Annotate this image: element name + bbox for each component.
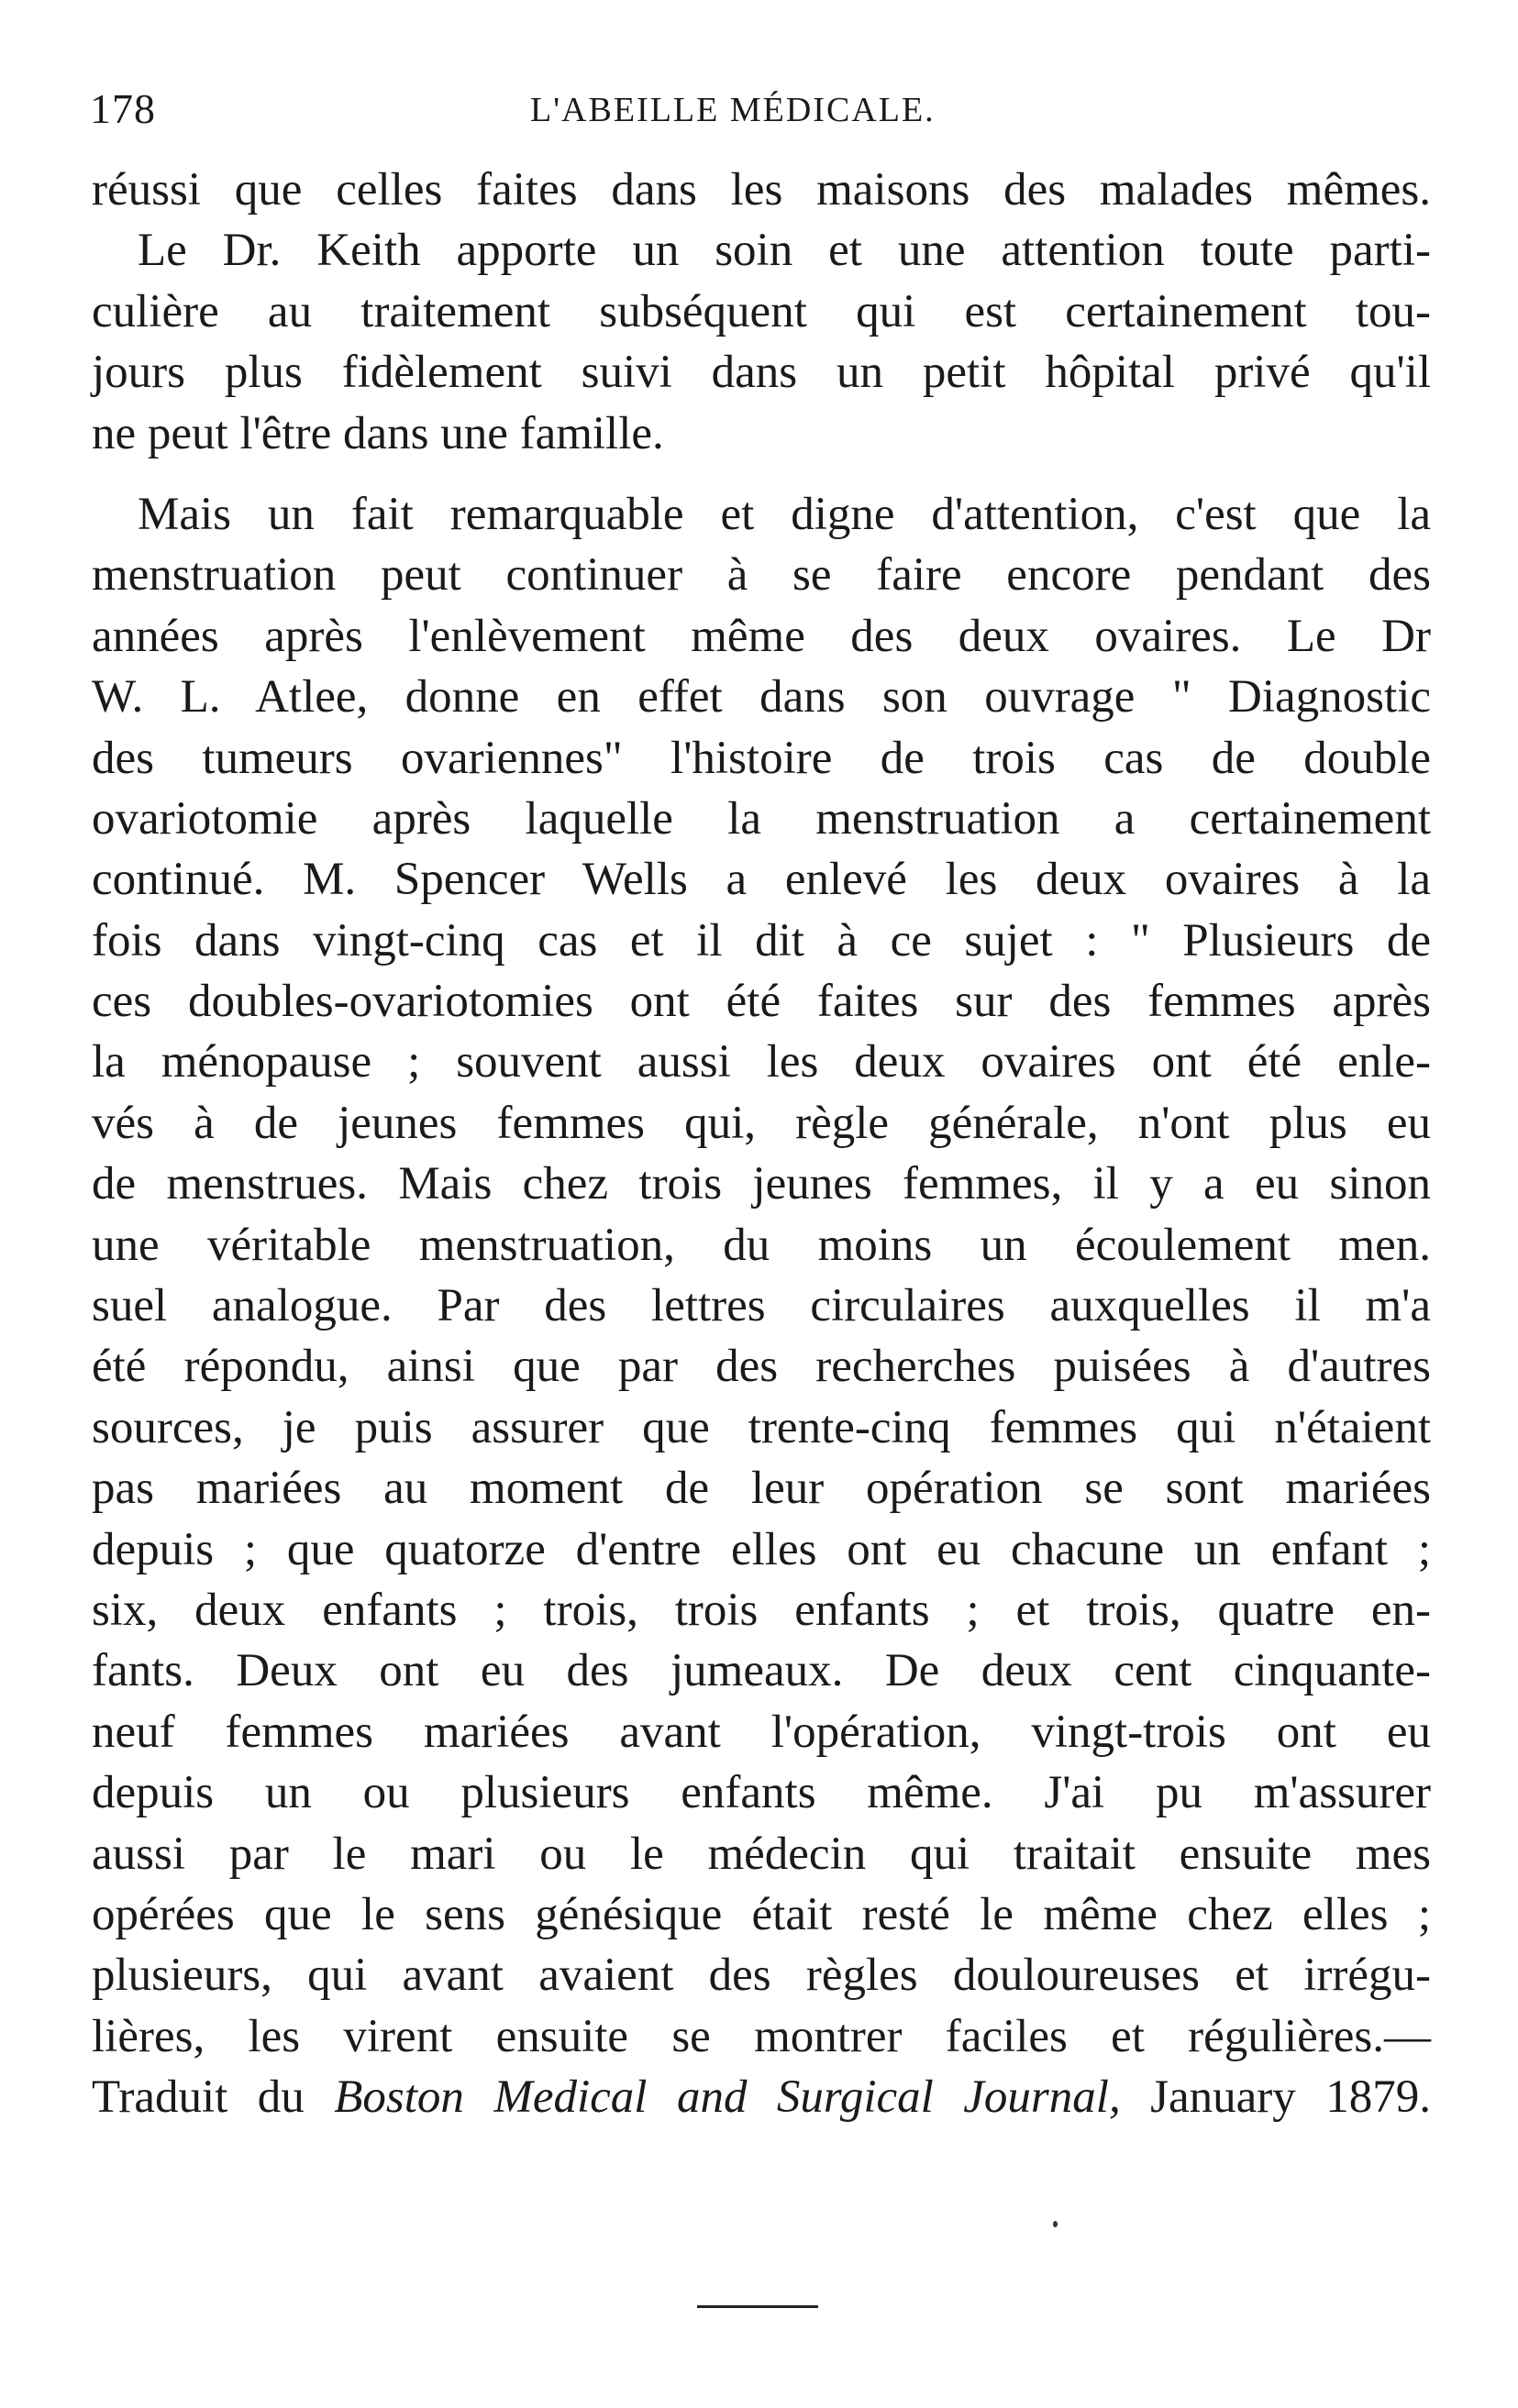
page-header [90,84,1429,139]
text-line: lières, les virent ensuite se montrer faciles et régulières.— [92,2010,1431,2062]
text-line: Mais un fait remarquable et digne d'attention, c'est que la [138,488,1431,540]
text-line: pas mariées au moment de leur opération se sont mariées [92,1463,1431,1515]
body-text [92,160,1431,2128]
text-line: six, deux enfants ; trois, trois enfants ; et trois, quatre en- [92,1584,1431,1636]
text-line: une véritable menstruation, du moins un écoulement men. [92,1219,1431,1271]
text-line: fants. Deux ont eu des jumeaux. De deux cent cinquante- [92,1645,1431,1697]
text-line: depuis ; que quatorze d'entre elles ont eu chacune un enfant ; [92,1523,1431,1575]
text-line: années après l'enlèvement même des deux ovaires. Le Dr [92,610,1431,662]
text-line: ces doubles-ovariotomies ont été faites sur des femmes après [92,976,1431,1028]
citation-line [92,2067,1431,2127]
page-number: 178 [90,85,156,132]
text-line: aussi par le mari ou le médecin qui traitait ensuite mes [92,1828,1431,1880]
journal-title: Boston Medical and Surgical Journal, [334,2071,1121,2124]
text-line: W. L. Atlee, donne en effet dans son ouvrage " Diagnostic [92,671,1431,724]
text-line: de menstrues. Mais chez trois jeunes femmes, il y a eu sinon [92,1158,1431,1210]
text-line: des tumeurs ovariennes" l'histoire de trois cas de double [92,732,1431,784]
running-head: L'ABEILLE MÉDICALE. [530,91,936,129]
text-line: ne peut l'être dans une famille. [92,407,664,459]
text-line: depuis un ou plusieurs enfants même. J'ai pu m'assurer [92,1767,1431,1819]
text-line: vés à de jeunes femmes qui, règle générale, n'ont plus eu [92,1097,1431,1149]
text-line: neuf femmes mariées avant l'opération, vingt-trois ont eu [92,1706,1431,1758]
text-line: Le Dr. Keith apporte un soin et une attention toute parti- [138,225,1431,277]
print-speck [1053,2221,1058,2227]
text-line: culière au traitement subséquent qui est certainement tou- [92,285,1431,337]
text-line: sources, je puis assurer que trente-cinq femmes qui n'étaient [92,1401,1431,1453]
text-line: la ménopause ; souvent aussi les deux ovaires ont été enle- [92,1036,1431,1088]
text-line: été répondu, ainsi que par des recherches puisées à d'autres [92,1341,1431,1393]
text-line: suel analogue. Par des lettres circulaires auxquelles il m'a [92,1280,1431,1332]
text-line: opérées que le sens génésique était resté le même chez elles ; [92,1888,1431,1940]
citation-date: January 1879. [1120,2071,1431,2124]
text-line: réussi que celles faites dans les maisons des malades mêmes. [92,164,1431,215]
text-line: ovariotomie après laquelle la menstruation a certainement [92,792,1431,845]
text-line: plusieurs, qui avant avaient des règles douloureuses et irrégu- [92,1950,1431,2002]
citation-prefix: Traduit du [92,2071,335,2124]
text-line: continué. M. Spencer Wells a enlevé les deux ovaires à la [92,854,1431,906]
text-line: fois dans vingt-cinq cas et il dit à ce sujet : " Plusieurs de [92,914,1431,967]
text-line: menstruation peut continuer à se faire encore pendant des [92,549,1431,602]
end-rule [697,2305,818,2308]
text-line: jours plus fidèlement suivi dans un petit hôpital privé qu'il [92,347,1431,399]
paragraph-gap [92,464,1431,484]
